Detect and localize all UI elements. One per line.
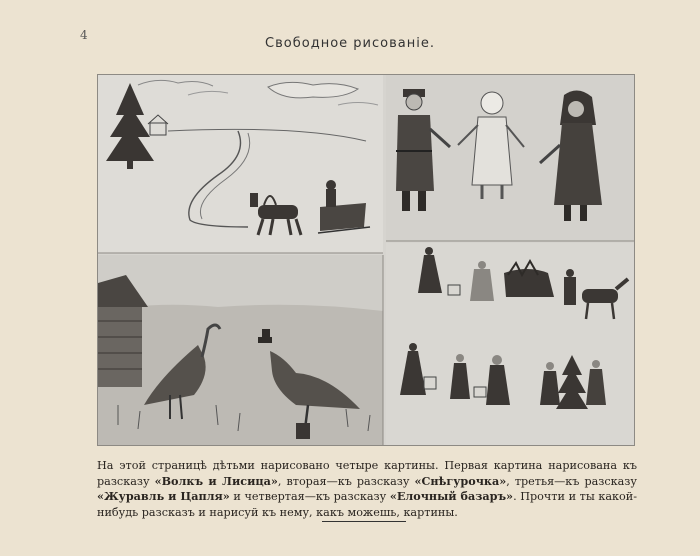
story-title-3: «Журавль и Цапля» <box>97 489 230 503</box>
story-title-4: «Елочный базаръ» <box>389 489 514 503</box>
caption-text-4: и четвертая—къ разсказу <box>229 490 390 503</box>
caption-text-3: , третья—къ разсказу <box>506 474 637 488</box>
page-number: 4 <box>80 28 88 42</box>
people-drawing-icon <box>386 75 634 241</box>
illustration-plate <box>97 74 635 446</box>
divider <box>322 521 406 522</box>
page-title: Свободное рисованіе. <box>265 36 435 51</box>
caption <box>97 458 637 520</box>
sled-drawing-icon <box>98 75 383 253</box>
birds-drawing-icon <box>98 255 383 445</box>
caption-text-2: , вторая—къ разсказу <box>277 474 415 488</box>
caption-text-1: На этой страницѣ дѣтьми нарисовано четыре картины. Первая картина нарисована къ разсказу <box>97 459 637 488</box>
caption-paragraph <box>97 458 637 520</box>
story-title-2: «Снѣгурочка» <box>414 473 507 488</box>
market-drawing-icon <box>386 243 634 445</box>
story-title-1: «Волкъ и Лисица» <box>154 473 278 488</box>
caption-text-5: . Прочти и ты какой-нибудь разсказъ и нарисуй къ нему, какъ можешь, картины. <box>97 490 638 519</box>
